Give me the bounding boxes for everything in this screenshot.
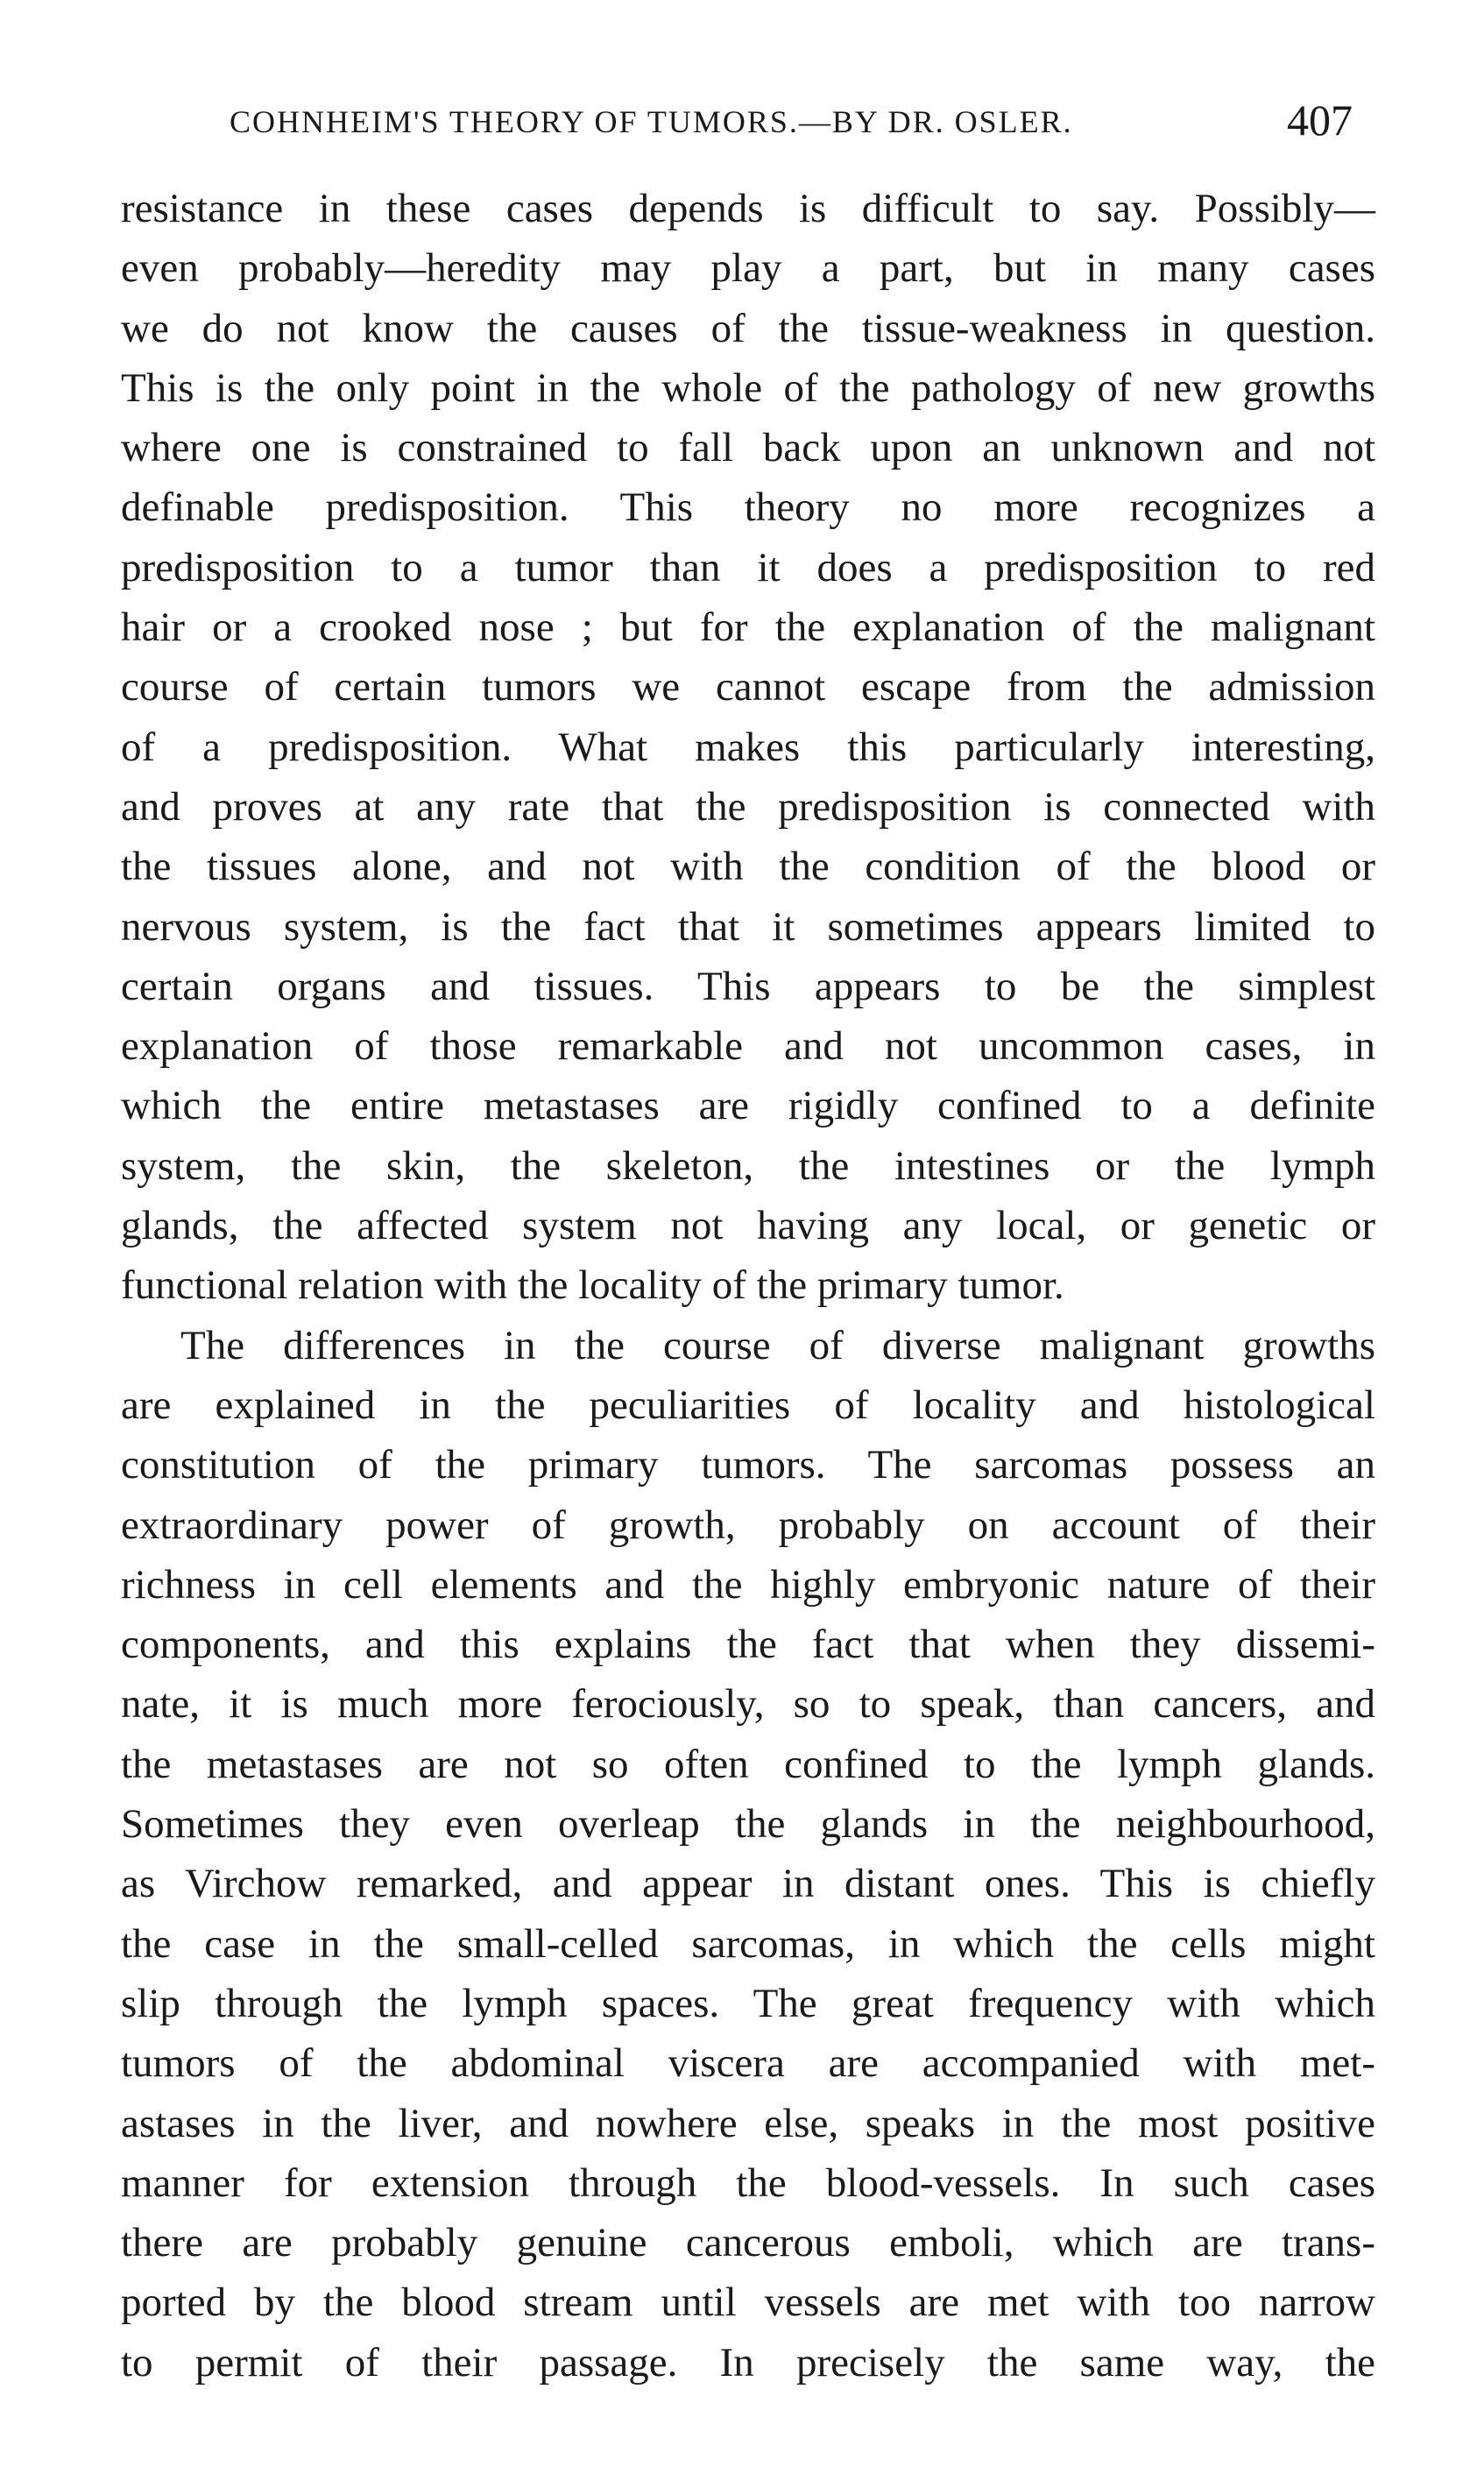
running-title: COHNHEIM'S THEORY OF TUMORS.—BY DR. OSLER.: [230, 104, 1073, 139]
paragraph-2: [121, 1316, 1375, 2393]
text-line: Sometimes they even overleap the glands in the neighbourhood,: [121, 1801, 1375, 1848]
text-line: astases in the liver, and nowhere else, speaks in the most positive: [121, 2100, 1375, 2146]
text-line: components, and this explains the fact that when they dissemi-: [121, 1622, 1375, 1668]
text-line: The differences in the course of diverse malignant growths: [180, 1322, 1375, 1368]
text-line: even probably—heredity may play a part, but in many cases: [121, 245, 1375, 292]
text-line: certain organs and tissues. This appears to be the simplest: [121, 963, 1375, 1009]
paragraph-1: [121, 179, 1375, 1316]
text-line: nervous system, is the fact that it sometimes appears limited to: [121, 903, 1375, 950]
text-line: system, the skin, the skeleton, the intestines or the lymph: [121, 1142, 1375, 1189]
text-line: we do not know the causes of the tissue-weakness in question.: [121, 305, 1375, 351]
text-line: glands, the affected system not having any local, or genetic or: [121, 1203, 1375, 1249]
text-line: and proves at any rate that the predisposition is connected with: [121, 783, 1375, 830]
text-line: definable predisposition. This theory no more recognizes a: [121, 484, 1375, 531]
text-line: of a predisposition. What makes this particularly interesting,: [121, 724, 1375, 770]
text-line: This is the only point in the whole of the pathology of new growths: [121, 364, 1375, 411]
body-text: [121, 179, 1375, 2393]
text-line: the case in the small-celled sarcomas, in which the cells might: [121, 1920, 1375, 1967]
text-line: there are probably genuine cancerous emboli, which are trans-: [121, 2220, 1375, 2266]
text-line: hair or a crooked nose ; but for the explanation of the malignant: [121, 604, 1375, 651]
text-line: nate, it is much more ferociously, so to speak, than cancers, and: [121, 1681, 1375, 1728]
text-line: where one is constrained to fall back upon an unknown and not: [121, 425, 1375, 471]
text-line: extraordinary power of growth, probably on account of their: [121, 1502, 1375, 1548]
running-head: [230, 95, 1388, 147]
text-line: which the entire metastases are rigidly confined to a definite: [121, 1083, 1375, 1129]
text-line: to permit of their passage. In precisely the same way, the: [121, 2339, 1375, 2386]
text-line: manner for extension through the blood-vessels. In such cases: [121, 2159, 1375, 2206]
text-line: the metastases are not so often confined to the lymph glands.: [121, 1741, 1375, 1787]
text-line: slip through the lymph spaces. The great frequency with which: [121, 1980, 1375, 2026]
text-line: ported by the blood stream until vessels are met with too narrow: [121, 2280, 1375, 2326]
text-line: course of certain tumors we cannot escape from the admission: [121, 664, 1375, 710]
text-line: as Virchow remarked, and appear in distant ones. This is chiefly: [121, 1861, 1375, 1907]
text-line: constitution of the primary tumors. The sarcomas possess an: [121, 1442, 1375, 1488]
text-line: richness in cell elements and the highly embryonic nature of their: [121, 1561, 1375, 1608]
text-line: tumors of the abdominal viscera are accompanied with met-: [121, 2040, 1375, 2087]
text-line: are explained in the peculiarities of locality and histological: [121, 1382, 1375, 1428]
text-line: the tissues alone, and not with the condition of the blood or: [121, 844, 1375, 890]
text-line: functional relation with the locality of the primary tumor.: [121, 1262, 1064, 1309]
page-number: 407: [1287, 95, 1353, 145]
text-line: predisposition to a tumor than it does a predisposition to red: [121, 544, 1375, 590]
text-line: resistance in these cases depends is difficult to say. Possibly—: [121, 186, 1375, 231]
text-line: explanation of those remarkable and not uncommon cases, in: [121, 1023, 1375, 1070]
